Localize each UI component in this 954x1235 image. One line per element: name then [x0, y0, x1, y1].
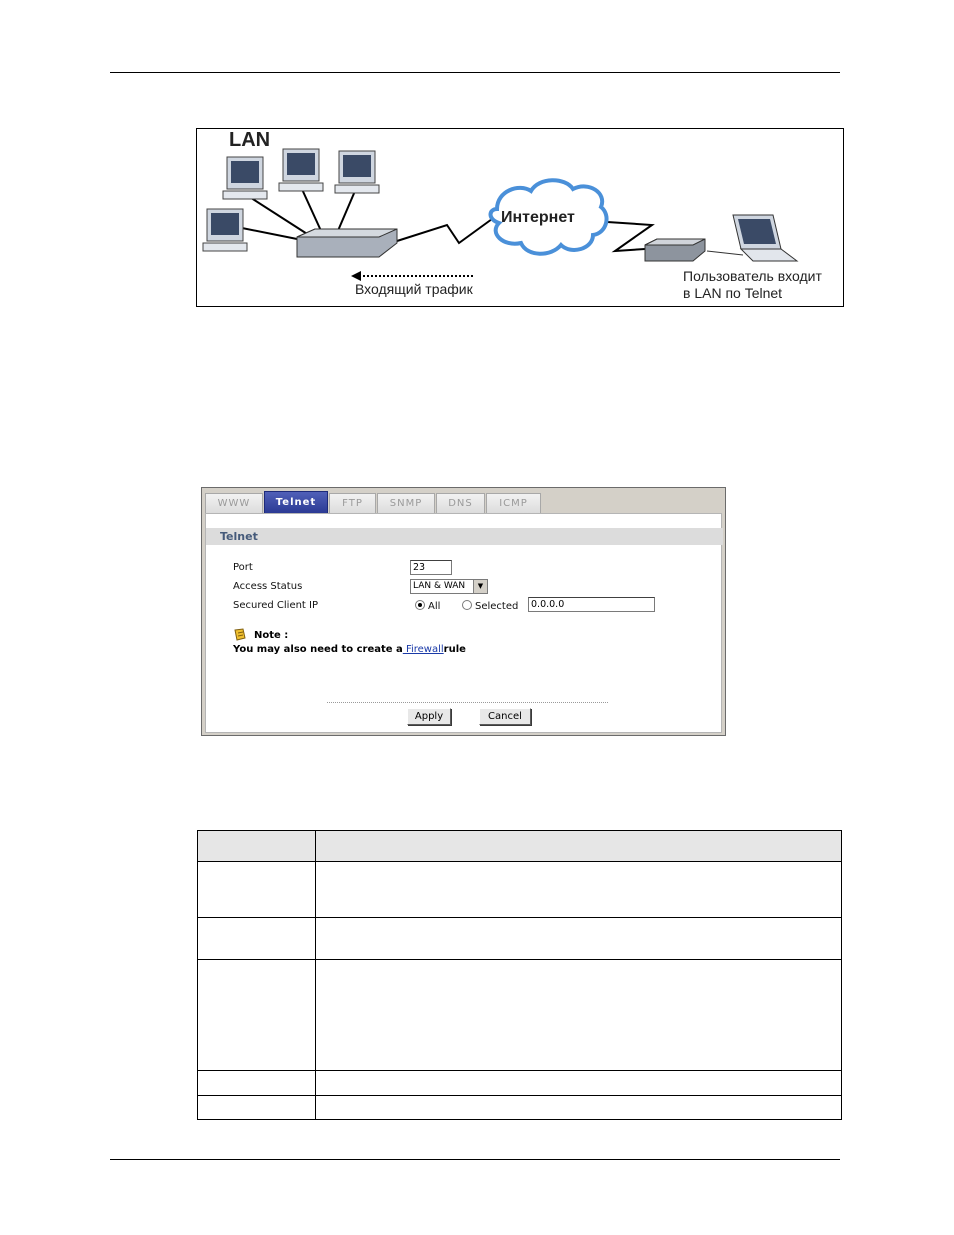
table-cell	[198, 831, 316, 862]
selected-ip-input[interactable]: 0.0.0.0	[528, 597, 655, 612]
table-cell	[316, 862, 842, 918]
note-icon	[233, 628, 247, 642]
tab-telnet[interactable]: Telnet	[264, 491, 328, 513]
tab-www[interactable]: WWW	[205, 493, 263, 513]
apply-button[interactable]: Apply	[407, 708, 451, 725]
tab-content	[205, 513, 722, 733]
firewall-link[interactable]: Firewall	[402, 644, 444, 655]
radio-selected-label: Selected	[475, 601, 519, 612]
secured-client-ip-label: Secured Client IP	[233, 600, 319, 611]
radio-all[interactable]	[415, 600, 425, 610]
tab-snmp[interactable]: SNMP	[377, 493, 435, 513]
note-title: Note :	[254, 630, 289, 641]
table-cell	[316, 1071, 842, 1096]
computer-icon	[279, 149, 323, 191]
computer-icon	[223, 157, 267, 199]
table-cell	[316, 1096, 842, 1120]
modem-icon	[645, 239, 705, 261]
table-row	[198, 862, 842, 918]
port-label: Port	[233, 562, 253, 573]
incoming-traffic-label: Входящий трафик	[355, 281, 473, 297]
tab-bar	[205, 491, 542, 513]
note-text-before: You may also need to create a	[233, 644, 403, 655]
table-row	[198, 1096, 842, 1120]
table-cell	[316, 960, 842, 1071]
user-label-line2: в LAN по Telnet	[683, 285, 783, 301]
internet-label: Интернет	[501, 209, 575, 226]
table-cell	[198, 1071, 316, 1096]
footer-rule	[110, 1159, 840, 1160]
radio-selected[interactable]	[462, 600, 472, 610]
user-label-line1: Пользователь входит	[683, 268, 822, 284]
tab-dns[interactable]: DNS	[436, 493, 485, 513]
table-row	[198, 918, 842, 960]
section-title: Telnet	[206, 528, 723, 545]
note-text	[233, 644, 466, 655]
tab-ftp[interactable]: FTP	[329, 493, 376, 513]
switch-icon	[297, 229, 397, 257]
incoming-traffic-arrow	[351, 271, 473, 281]
tab-icmp[interactable]: ICMP	[486, 493, 541, 513]
access-status-label: Access Status	[233, 581, 303, 592]
table-cell	[198, 862, 316, 918]
table-cell	[198, 918, 316, 960]
table-cell	[316, 918, 842, 960]
computer-icon	[203, 209, 247, 251]
radio-all-label: All	[428, 601, 441, 612]
dropdown-arrow-icon[interactable]: ▼	[473, 580, 487, 593]
laptop-icon	[707, 215, 797, 261]
table-row	[198, 960, 842, 1071]
telnet-settings-panel	[201, 487, 726, 736]
table-cell	[198, 960, 316, 1071]
port-input[interactable]: 23	[410, 560, 452, 575]
table-cell	[316, 831, 842, 862]
access-status-value: LAN & WAN	[413, 581, 466, 591]
table-header-row	[198, 831, 842, 862]
network-diagram	[196, 128, 844, 307]
lan-label: LAN	[229, 129, 271, 151]
button-separator	[327, 702, 608, 703]
table-row	[198, 1071, 842, 1096]
access-status-select[interactable]	[410, 579, 488, 594]
table-cell	[198, 1096, 316, 1120]
cancel-button[interactable]: Cancel	[479, 708, 531, 725]
header-rule	[110, 72, 840, 73]
note-text-after: rule	[443, 644, 466, 655]
computer-icon	[335, 151, 379, 193]
description-table	[197, 830, 842, 1120]
